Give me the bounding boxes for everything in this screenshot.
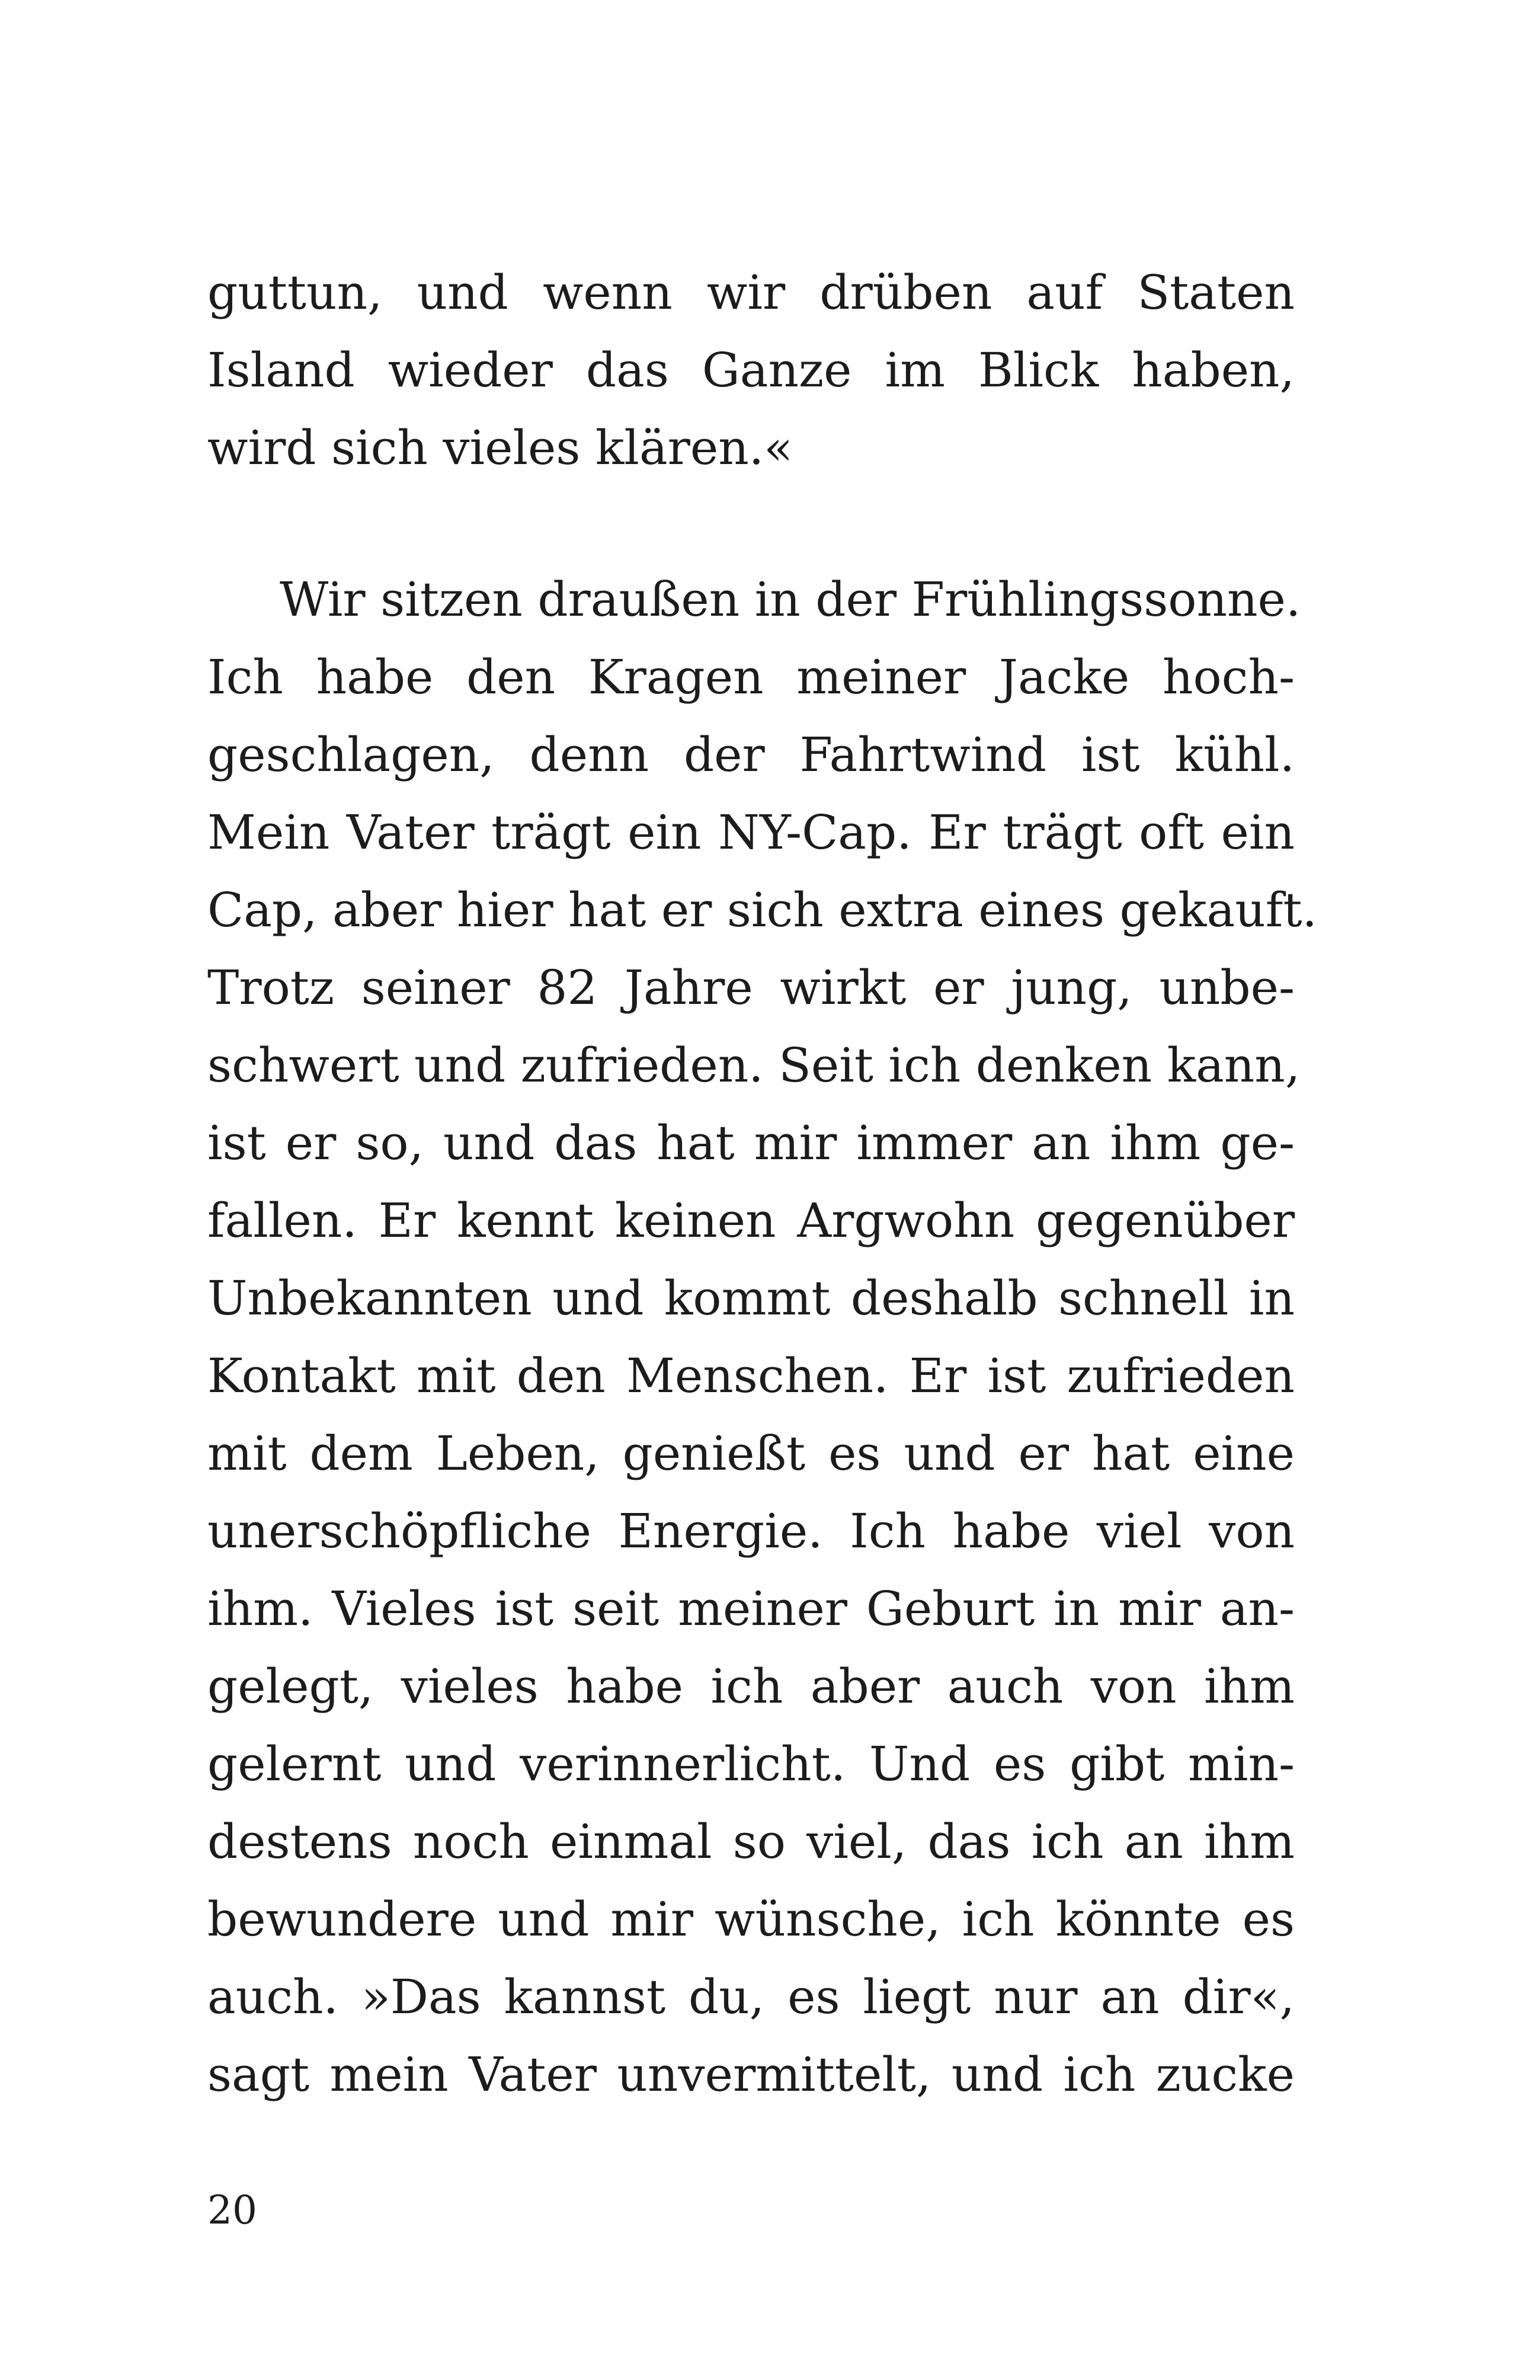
- text-line: geschlagen, denn der Fahrtwind ist kühl.: [207, 727, 1295, 782]
- text-line: sagt mein Vater unvermittelt, und ich zucke: [207, 2047, 1295, 2102]
- text-line: destens noch einmal so viel, das ich an ihm: [207, 1814, 1295, 1869]
- paragraph-gap: [207, 487, 1295, 561]
- text-line: Trotz seiner 82 Jahre wirkt er jung, unbe-: [207, 960, 1295, 1015]
- text-line: schwert und zufrieden. Seit ich denken kann,: [207, 1038, 1301, 1093]
- text-line: gelernt und verinnerlicht. Und es gibt min-: [207, 1736, 1295, 1792]
- text-line: bewundere und mir wünsche, ich könnte es: [207, 1892, 1295, 1947]
- text-line: gelegt, vieles habe ich aber auch von ihm: [207, 1659, 1295, 1714]
- text-line: ihm. Vieles ist seit meiner Geburt in mir an-: [207, 1581, 1295, 1636]
- paragraph-1: [207, 254, 1295, 487]
- body-text: [207, 254, 1317, 2113]
- text-line: wird sich vieles klären.«: [207, 420, 793, 475]
- text-line: Island wieder das Ganze im Blick haben,: [207, 343, 1295, 398]
- text-line: guttun, und wenn wir drüben auf Staten: [207, 265, 1295, 320]
- text-line: Unbekannten und kommt deshalb schnell in: [207, 1271, 1295, 1326]
- page-number: 20: [207, 2187, 257, 2233]
- text-line: auch. »Das kannst du, es liegt nur an dir«,: [207, 1969, 1295, 2024]
- paragraph-2: [207, 561, 1317, 2113]
- text-line: Cap, aber hier hat er sich extra eines gekauft.: [207, 882, 1317, 938]
- text-line: fallen. Er kennt keinen Argwohn gegenüber: [207, 1193, 1295, 1248]
- text-line: Mein Vater trägt ein NY-Cap. Er trägt oft ein: [207, 805, 1295, 860]
- text-line: unerschöpfliche Energie. Ich habe viel von: [207, 1504, 1295, 1559]
- text-line: Ich habe den Kragen meiner Jacke hoch-: [207, 650, 1295, 705]
- text-line: mit dem Leben, genießt es und er hat eine: [207, 1426, 1295, 1481]
- text-line: Kontakt mit den Menschen. Er ist zufrieden: [207, 1348, 1295, 1403]
- text-line: ist er so, und das hat mir immer an ihm ge-: [207, 1115, 1295, 1170]
- text-line: Wir sitzen draußen in der Frühlingssonne.: [280, 572, 1301, 627]
